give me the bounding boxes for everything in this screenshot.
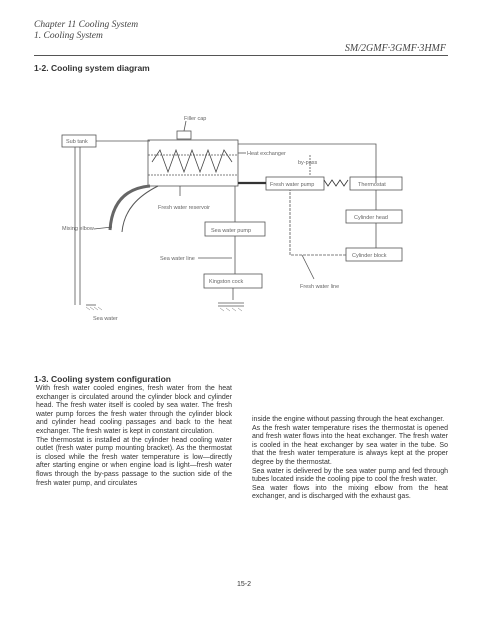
sea-water-label: Sea water — [93, 316, 118, 322]
paragraph: With fresh water cooled engines, fresh water from the heat exchanger is circulated around the cylinder block and cylinder head. The fresh water itself is cooled by sea water. The fresh water pump forces the fresh water through the cylinder block and cylinder head cooling passages and back to the heat exchanger. The fresh water is kept in constant circulation. — [36, 385, 232, 435]
filler-cap-label: Filler cap — [184, 116, 207, 122]
diagram-section-title: 1-2. Cooling system diagram — [34, 63, 150, 73]
paragraph: Sea water is delivered by the sea water pump and fed through tubes located inside the cooling pipe to cool the fresh water. — [252, 467, 448, 484]
model-code: SM/2GMF·3GMF·3HMF — [344, 43, 446, 54]
sub-tank-label: Sub tank — [66, 139, 88, 145]
section-title: 1. Cooling System — [34, 31, 103, 41]
chapter-title: Chapter 11 Cooling System — [34, 20, 139, 30]
fresh-water-reservoir-label: Fresh water reservoir — [158, 205, 210, 211]
fresh-water-line-label: Fresh water line — [300, 284, 340, 290]
fresh-water-pump-label: Fresh water pump — [270, 182, 315, 188]
thermostat-label: Thermostat — [358, 182, 386, 188]
by-pass-label: by-pass — [298, 160, 318, 166]
sea-water-line-label: Sea water line — [160, 256, 195, 262]
filler-cap-shape — [177, 131, 191, 139]
mixing-elbow-label: Mixing elbow — [62, 226, 94, 232]
paragraph: As the fresh water temperature rises the thermostat is opened and fresh water flows into the heat exchanger. The fresh water is cooled in the heat exchanger by sea water in the tube. So that the fresh water temperature is always kept at the proper degree by the thermostat. — [252, 424, 448, 466]
config-left-column — [36, 385, 232, 488]
heat-exchanger-label: Heat exchanger — [247, 151, 286, 157]
paragraph: Sea water flows into the mixing elbow from the heat exchanger, and is discharged with the exhaust gas. — [252, 484, 448, 501]
kingston-cock-label: Kingston cock — [209, 279, 244, 285]
cylinder-head-label: Cylinder head — [354, 215, 388, 221]
paragraph: inside the engine without passing through the heat exchanger. — [252, 416, 445, 423]
heat-exchanger-body — [148, 140, 238, 186]
paragraph: The thermostat is installed at the cylinder head cooling water outlet (fresh water pump mounting bracket). As the thermostat is closed while the fresh water temperature is low—directly after starting engine or when engine load is light—fresh water flows through the by-pass passage to the suction side of the fresh water pump, and circulates — [36, 436, 232, 487]
sea-water-pump-label: Sea water pump — [211, 228, 252, 234]
cylinder-block-label: Cylinder block — [352, 253, 387, 259]
config-right-column — [252, 416, 448, 502]
page-number: 15-2 — [236, 581, 251, 588]
config-section-title: 1-3. Cooling system configuration — [34, 374, 171, 384]
